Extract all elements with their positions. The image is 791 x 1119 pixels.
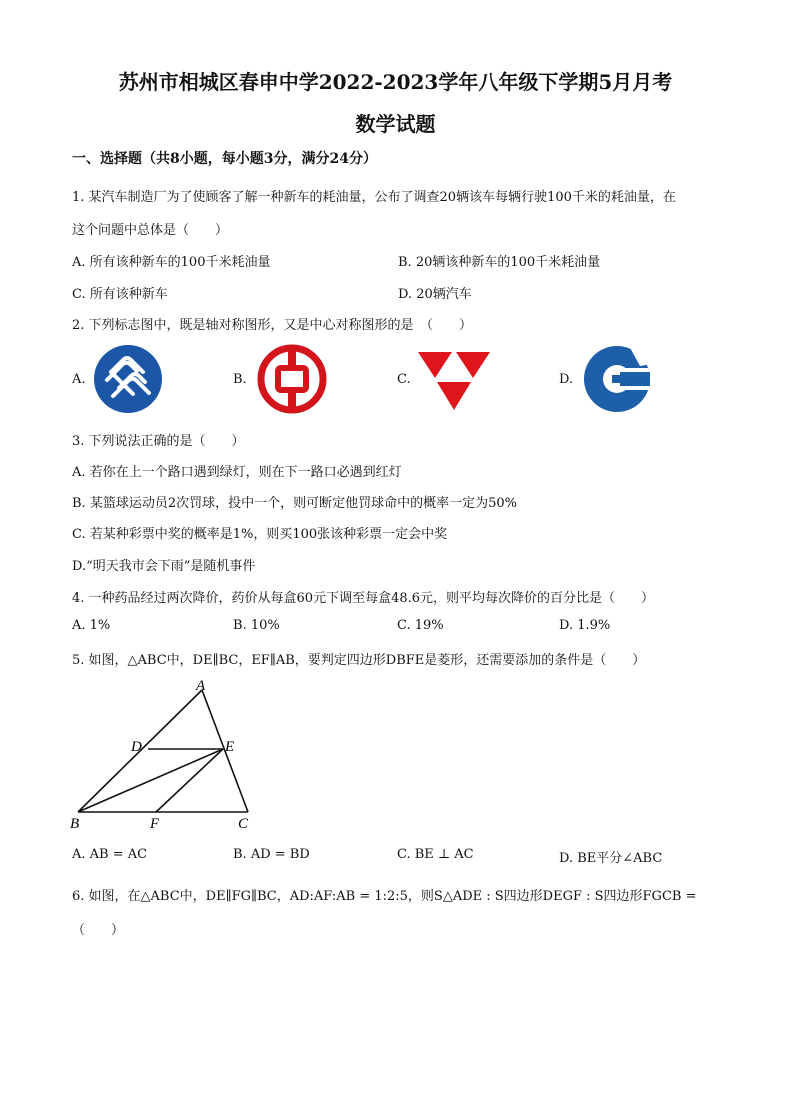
page-title: 苏州市相城区春申中学2022-2023学年八年级下学期5月月考 [118, 70, 673, 94]
q3-option-b: B. 某篮球运动员2次罚球，投中一个，则可断定他罚球命中的概率一定为50% [72, 496, 517, 511]
q3-option-c: C. 若某种彩票中奖的概率是1%，则买100张该种彩票一定会中奖 [72, 527, 448, 542]
triangles-logo-icon [418, 350, 490, 412]
fig-label-e: E [225, 739, 235, 755]
q3-stem: 3. 下列说法正确的是（ ） [72, 434, 245, 449]
q1-option-b: B. 20辆该种新车的100千米耗油量 [398, 255, 601, 270]
q6-paren: （ ） [72, 923, 125, 938]
q4-option-d: D. 1.9% [559, 618, 611, 633]
q2-option-a-label: A. [72, 372, 86, 387]
q2-option-c-label: C. [397, 372, 411, 387]
q2-stem: 2. 下列标志图中，既是轴对称图形，又是中心对称图形的是 （ ） [72, 318, 473, 333]
q5-triangle-figure [68, 678, 258, 834]
q4-option-a: A. 1% [72, 618, 111, 633]
q5-option-c: C. BE ⊥ AC [397, 847, 474, 862]
china-mobile-logo-icon [93, 344, 163, 414]
fig-label-d: D [131, 739, 142, 755]
q1-stem-line2: 这个问题中总体是（ ） [72, 223, 229, 238]
q4-option-c: C. 19% [397, 618, 444, 633]
q2-option-d-label: D. [559, 372, 574, 387]
q1-stem-line1: 1. 某汽车制造厂为了使顾客了解一种新车的耗油量，公布了调查20辆该车每辆行驶100千米的耗油量，在 [72, 190, 676, 205]
q2-option-b-label: B. [233, 372, 247, 387]
q3-option-d: D.“明天我市会下雨”是随机事件 [72, 559, 256, 574]
q1-option-d: D. 20辆汽车 [398, 287, 472, 302]
q5-option-a: A. AB = AC [72, 847, 148, 862]
q5-option-b: B. AD = BD [233, 847, 310, 862]
construction-bank-logo-icon [582, 344, 652, 414]
q3-option-a: A. 若你在上一个路口遇到绿灯，则在下一路口必遇到红灯 [72, 465, 402, 480]
fig-label-c: C [238, 816, 249, 832]
q4-option-b: B. 10% [233, 618, 280, 633]
fig-label-a: A [196, 678, 206, 694]
bank-of-china-logo-icon [257, 344, 327, 414]
q1-option-c: C. 所有该种新车 [72, 287, 168, 302]
fig-label-f: F [150, 816, 160, 832]
page-subtitle: 数学试题 [355, 112, 436, 136]
q4-stem: 4. 一种药品经过两次降价，药价从每盒60元下调至每盒48.6元，则平均每次降价的百分比是（ ） [72, 591, 655, 606]
section-heading: 一、选择题（共8小题，每小题3分，满分24分） [72, 151, 377, 167]
q1-option-a: A. 所有该种新车的100千米耗油量 [72, 255, 271, 270]
q6-stem: 6. 如图，在△ABC中，DE∥FG∥BC，AD:AF:AB = 1:2:5，则S△ADE : S四边形DEGF : S四边形FGCB = [72, 889, 697, 904]
q5-option-d: D. BE平分∠ABC [559, 851, 663, 866]
q5-stem: 5. 如图，△ABC中，DE∥BC，EF∥AB，要判定四边形DBFE是菱形，还需要添加的条件是（ ） [72, 653, 646, 668]
fig-label-b: B [70, 816, 80, 832]
